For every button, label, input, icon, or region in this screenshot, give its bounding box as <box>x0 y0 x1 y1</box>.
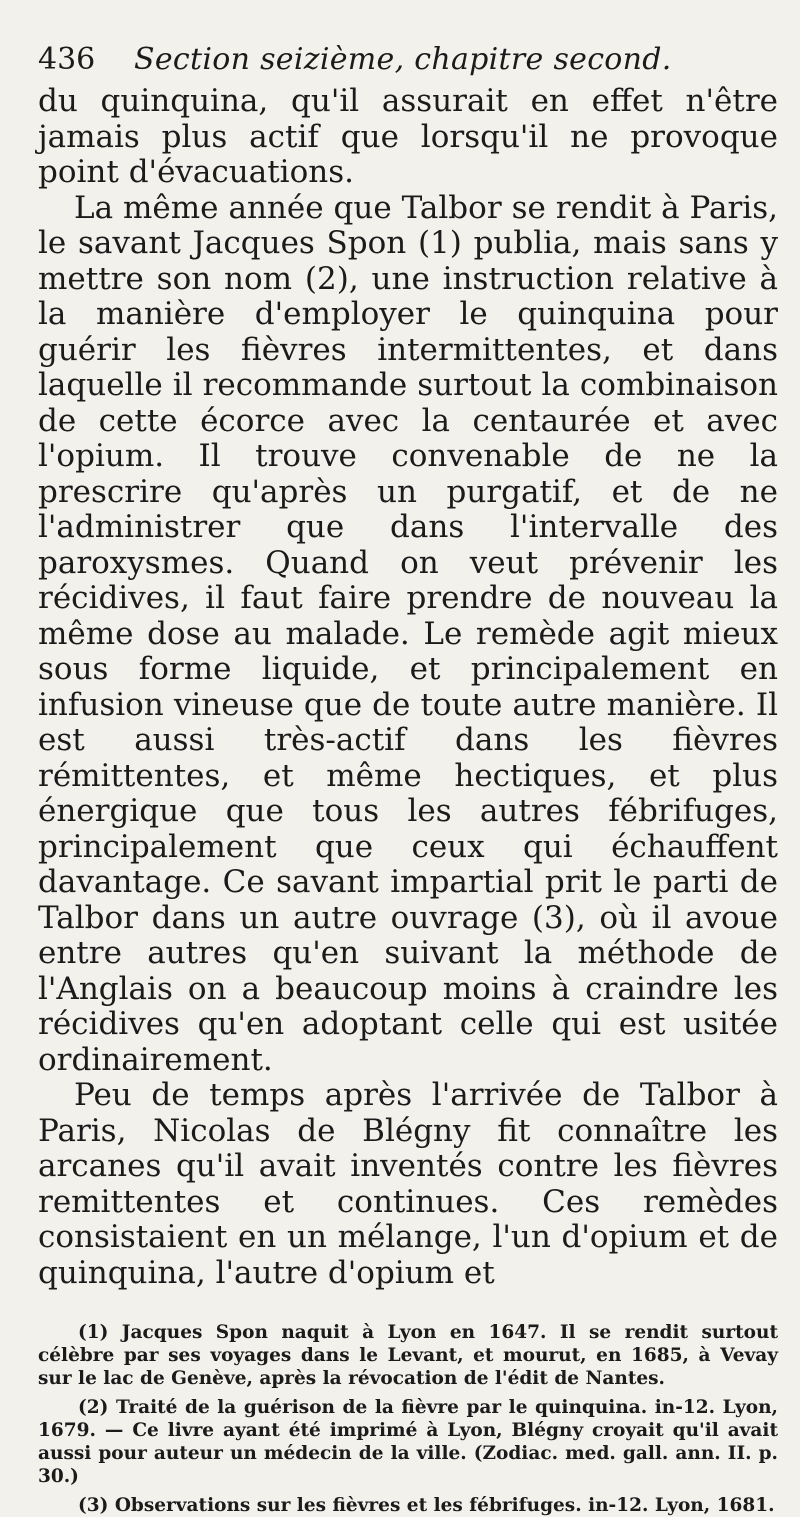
footnotes <box>38 1321 778 1517</box>
paragraph: La même année que Talbor se rendit à Paris, le savant Jacques Spon (1) publia, mais sans y mettre son nom (2), une instruction relative à la manière d'employer le quinquina pour guérir les fièvres intermittentes, et dans laquelle il recommande surtout la combinaison de cette écorce avec la centaurée et avec l'opium. Il trouve convenable de ne la prescrire qu'après un purgatif, et de ne l'administrer que dans l'intervalle des paroxysmes. Quand on veut prévenir les récidives, il faut faire prendre de nouveau la même dose au malade. Le remède agit mieux sous forme liquide, et principalement en infusion vineuse que de toute autre manière. Il est aussi très-actif dans les fièvres rémittentes, et même hectiques, et plus énergique que tous les autres fébrifuges, principalement que ceux qui échauffent davantage. Ce savant impartial prit le parti de Talbor dans un autre ouvrage (3), où il avoue entre autres qu'en suivant la méthode de l'Anglais on a beaucoup moins à craindre les récidives qu'en adoptant celle qui est usitée ordinairement. <box>38 189 778 1078</box>
body-text <box>38 84 778 1291</box>
footnote-2: (2) Traité de la guérison de la fièvre par le quinquina. in-12. Lyon, 1679. — Ce livre ayant été imprimé à Lyon, Blégny croyait qu'il avait aussi pour auteur un médecin de la ville. (Zodiac. med. gall. ann. II. p. 30.) <box>38 1397 778 1487</box>
running-head <box>38 40 778 80</box>
paragraph: Peu de temps après l'arrivée de Talbor à Paris, Nicolas de Blégny fit connaître les arcanes qu'il avait inventés contre les fièvres remittentes et continues. Ces remèdes consistaient en un mélange, l'un d'opium et de quinquina, l'autre d'opium et <box>38 1077 778 1291</box>
footnote-1: (1) Jacques Spon naquit à Lyon en 1647. Il se rendit surtout célèbre par ses voyages dans le Levant, et mourut, en 1685, à Vevay sur le lac de Genève, après la révocation de l'édit de Nantes. <box>38 1322 778 1389</box>
page-number: 436 <box>38 42 96 77</box>
footnote-3: (3) Observations sur les fièvres et les fébrifuges. in-12. Lyon, 1681. <box>78 1495 775 1516</box>
paragraph-continuation: du quinquina, qu'il assurait en effet n'être jamais plus actif que lorsqu'il ne provoque point d'évacuations. <box>38 83 778 190</box>
running-title: Section seizième, chapitre second. <box>134 42 672 77</box>
